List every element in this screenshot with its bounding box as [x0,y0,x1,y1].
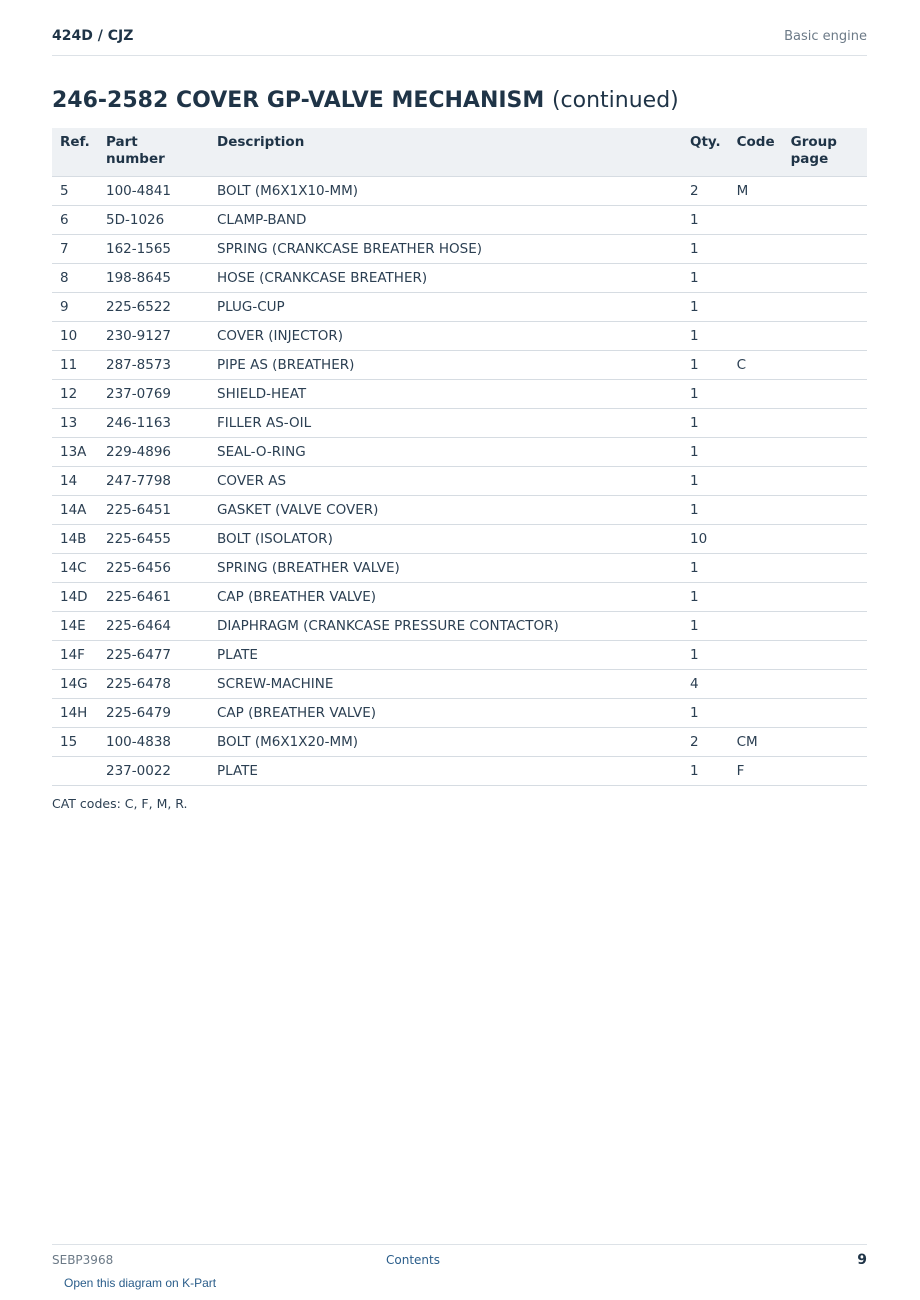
cell-description: GASKET (VALVE COVER) [209,496,682,525]
section-label: Basic engine [784,28,867,44]
cell-ref: 9 [52,293,98,322]
column-header-qty: Qty. [682,128,729,177]
cell-ref: 13A [52,438,98,467]
footer-divider [52,1244,867,1245]
cell-part-number: 246-1163 [98,409,209,438]
cell-qty: 2 [682,177,729,206]
cell-ref: 7 [52,235,98,264]
cell-description: BOLT (M6X1X20-MM) [209,728,682,757]
cell-code: M [729,177,783,206]
cell-group-page [783,380,867,409]
table-row [52,206,867,235]
cell-group-page [783,264,867,293]
parts-table-header [52,128,867,177]
cell-code [729,293,783,322]
cell-ref: 11 [52,351,98,380]
table-row [52,409,867,438]
cell-code [729,496,783,525]
cell-qty: 1 [682,641,729,670]
column-header-group-page: Group page [783,128,867,177]
cell-ref: 10 [52,322,98,351]
cell-qty: 1 [682,206,729,235]
cell-group-page [783,177,867,206]
cell-part-number: 100-4841 [98,177,209,206]
cell-group-page [783,757,867,786]
cell-code [729,322,783,351]
cell-code [729,206,783,235]
table-row [52,235,867,264]
cell-qty: 1 [682,264,729,293]
cell-ref: 12 [52,380,98,409]
cell-description: SCREW-MACHINE [209,670,682,699]
cell-ref: 14D [52,583,98,612]
cell-qty: 4 [682,670,729,699]
cell-part-number: 225-6451 [98,496,209,525]
cell-group-page [783,467,867,496]
cell-description: SHIELD-HEAT [209,380,682,409]
cell-part-number: 100-4838 [98,728,209,757]
cell-part-number: 229-4896 [98,438,209,467]
cell-part-number: 225-6461 [98,583,209,612]
table-row [52,264,867,293]
table-row [52,699,867,728]
cell-ref: 14A [52,496,98,525]
column-header-ref: Ref. [52,128,98,177]
cell-code [729,380,783,409]
cell-description: CAP (BREATHER VALVE) [209,699,682,728]
cell-group-page [783,641,867,670]
table-row [52,293,867,322]
cell-ref: 5 [52,177,98,206]
cell-part-number: 225-6477 [98,641,209,670]
cell-code: CM [729,728,783,757]
cell-part-number: 247-7798 [98,467,209,496]
cell-part-number: 230-9127 [98,322,209,351]
cell-group-page [783,583,867,612]
table-row [52,670,867,699]
cell-group-page [783,525,867,554]
cell-description: BOLT (M6X1X10-MM) [209,177,682,206]
cell-description: COVER (INJECTOR) [209,322,682,351]
cell-code [729,699,783,728]
header-divider [52,55,867,56]
cell-ref: 14H [52,699,98,728]
cell-ref: 14E [52,612,98,641]
cell-ref: 14F [52,641,98,670]
cell-group-page [783,438,867,467]
cell-ref: 6 [52,206,98,235]
cell-part-number: 162-1565 [98,235,209,264]
table-row [52,177,867,206]
cell-description: DIAPHRAGM (CRANKCASE PRESSURE CONTACTOR) [209,612,682,641]
table-row [52,380,867,409]
parts-table-body [52,177,867,786]
cell-group-page [783,699,867,728]
table-row [52,496,867,525]
header-row [52,128,867,177]
cell-ref: 8 [52,264,98,293]
cell-qty: 1 [682,322,729,351]
cell-qty: 1 [682,757,729,786]
cell-qty: 1 [682,438,729,467]
cell-description: CAP (BREATHER VALVE) [209,583,682,612]
table-row [52,322,867,351]
table-row [52,728,867,757]
cell-description: SEAL-O-RING [209,438,682,467]
cell-part-number: 225-6456 [98,554,209,583]
column-header-code: Code [729,128,783,177]
cat-codes-note: CAT codes: C, F, M, R. [52,796,188,811]
cell-description: SPRING (BREATHER VALVE) [209,554,682,583]
cell-group-page [783,351,867,380]
cell-qty: 10 [682,525,729,554]
cell-group-page [783,554,867,583]
cell-qty: 1 [682,583,729,612]
cell-qty: 1 [682,467,729,496]
cell-ref: 14G [52,670,98,699]
cell-part-number: 237-0022 [98,757,209,786]
table-row [52,525,867,554]
cell-group-page [783,612,867,641]
cell-qty: 1 [682,554,729,583]
cell-code [729,438,783,467]
cell-ref: 13 [52,409,98,438]
cell-description: HOSE (CRANKCASE BREATHER) [209,264,682,293]
title-suffix: (continued) [551,88,679,113]
cell-qty: 1 [682,699,729,728]
cell-code [729,235,783,264]
cell-ref [52,757,98,786]
table-row [52,467,867,496]
cell-code [729,670,783,699]
cell-ref: 14B [52,525,98,554]
cell-description: PLATE [209,757,682,786]
cell-part-number: 225-6464 [98,612,209,641]
table-row [52,757,867,786]
cell-group-page [783,235,867,264]
page-title [52,88,679,113]
cell-group-page [783,206,867,235]
cell-qty: 1 [682,351,729,380]
cell-part-number: 287-8573 [98,351,209,380]
cell-ref: 15 [52,728,98,757]
cell-part-number: 225-6522 [98,293,209,322]
cell-qty: 1 [682,380,729,409]
cell-description: CLAMP-BAND [209,206,682,235]
parts-table [52,128,867,786]
cell-part-number: 225-6478 [98,670,209,699]
cell-description: FILLER AS-OIL [209,409,682,438]
cell-description: PLUG-CUP [209,293,682,322]
cell-code [729,612,783,641]
table-row [52,438,867,467]
cell-group-page [783,293,867,322]
cell-part-number: 198-8645 [98,264,209,293]
cell-group-page [783,322,867,351]
cell-code [729,525,783,554]
cell-description: COVER AS [209,467,682,496]
cell-part-number: 225-6479 [98,699,209,728]
cell-qty: 1 [682,409,729,438]
table-row [52,641,867,670]
cell-code [729,467,783,496]
table-row [52,612,867,641]
cell-group-page [783,409,867,438]
cell-qty: 1 [682,293,729,322]
cell-code [729,409,783,438]
cell-code [729,583,783,612]
column-header-part-number: Part number [98,128,209,177]
page-number: 9 [857,1252,867,1268]
column-header-description: Description [209,128,682,177]
cell-qty: 1 [682,612,729,641]
cell-qty: 2 [682,728,729,757]
page-header [52,28,867,44]
cell-code: C [729,351,783,380]
cell-group-page [783,496,867,525]
kpart-diagram-link[interactable]: Open this diagram on K-Part [64,1276,217,1290]
cell-part-number: 5D-1026 [98,206,209,235]
cell-code [729,554,783,583]
table-row [52,351,867,380]
table-row [52,583,867,612]
cell-group-page [783,670,867,699]
document-id: SEBP3968 [52,1253,114,1267]
cell-description: SPRING (CRANKCASE BREATHER HOSE) [209,235,682,264]
cell-code [729,264,783,293]
cell-code: F [729,757,783,786]
cell-ref: 14C [52,554,98,583]
cell-description: PIPE AS (BREATHER) [209,351,682,380]
cell-qty: 1 [682,496,729,525]
cell-description: PLATE [209,641,682,670]
title-part-name: 246-2582 COVER GP-VALVE MECHANISM [52,88,545,113]
contents-link[interactable]: Contents [386,1253,440,1267]
cell-part-number: 237-0769 [98,380,209,409]
cell-group-page [783,728,867,757]
cell-code [729,641,783,670]
table-row [52,554,867,583]
cell-qty: 1 [682,235,729,264]
cell-ref: 14 [52,467,98,496]
cell-description: BOLT (ISOLATOR) [209,525,682,554]
cell-part-number: 225-6455 [98,525,209,554]
model-label: 424D / CJZ [52,28,134,44]
